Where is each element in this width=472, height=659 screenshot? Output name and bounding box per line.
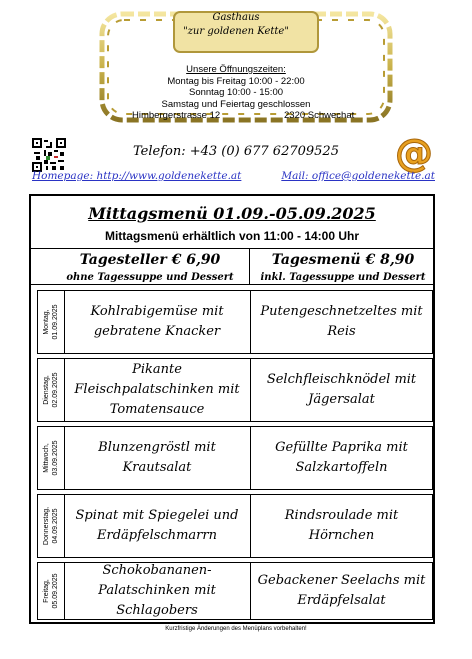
phone-number: Telefon: +43 (0) 677 62709525 bbox=[133, 144, 339, 159]
col2-price: Tagesmenü € 8,90 bbox=[271, 252, 415, 268]
dish-tagesteller: Schokobananen-Palatschinken mit Schlagobers bbox=[64, 563, 251, 619]
homepage-link[interactable]: Homepage: http://www.goldenekette.at bbox=[32, 170, 242, 182]
day-label: Montag, 01.09.2025 bbox=[38, 291, 65, 353]
dish-tagesmenu: Gefüllte Paprika mit Salzkartoffeln bbox=[275, 440, 408, 475]
city-address: 2320 Schwechat bbox=[284, 110, 355, 121]
opening-hours bbox=[0, 64, 472, 110]
hours-line: Montag bis Freitag 10:00 - 22:00 bbox=[167, 75, 305, 87]
table-row bbox=[37, 290, 433, 354]
footer-note: Kurzfristige Änderungen des Menüplans vorbehalten! bbox=[165, 626, 307, 632]
day-label: Dienstag, 02.09.2025 bbox=[38, 359, 65, 421]
table-row bbox=[37, 358, 433, 422]
availability-text: Mittagsmenü erhältlich von 11:00 - 14:00 Uhr bbox=[104, 229, 360, 243]
dish-tagesteller: Spinat mit Spiegelei und Erdäpfelschmarrn bbox=[64, 495, 251, 557]
dish-tagesteller: Blunzengröstl mit Krautsalat bbox=[64, 427, 251, 489]
col2-note: inkl. Tagessuppe und Dessert bbox=[260, 272, 426, 283]
dish-tagesmenu: Rindsroulade mit Hörnchen bbox=[284, 508, 399, 543]
col1-note: ohne Tagessuppe und Dessert bbox=[66, 272, 234, 283]
day-label: Freitag, 05.09.2025 bbox=[38, 563, 65, 619]
table-row bbox=[37, 494, 433, 558]
at-sign-icon bbox=[394, 134, 434, 174]
divider bbox=[31, 248, 433, 249]
hours-line: Samstag und Feiertag geschlossen bbox=[161, 98, 311, 110]
divider bbox=[31, 284, 433, 285]
dish-tagesmenu: Selchfleischknödel mit Jägersalat bbox=[266, 372, 417, 407]
dish-tagesmenu: Gebackener Seelachs mit Erdäpfelsalat bbox=[257, 573, 426, 608]
col1-header bbox=[57, 252, 243, 283]
menu-card bbox=[29, 194, 435, 624]
dish-tagesteller: Kohlrabigemüse mit gebratene Knacker bbox=[64, 291, 251, 353]
table-row bbox=[37, 426, 433, 490]
hours-title: Unsere Öffnungszeiten: bbox=[186, 64, 286, 75]
table-row bbox=[37, 562, 433, 620]
day-label: Donnerstag, 04.09.2025 bbox=[38, 495, 65, 557]
col1-price: Tagesteller € 6,90 bbox=[79, 252, 221, 268]
restaurant-name-line1: Gasthaus bbox=[212, 12, 260, 23]
dish-tagesmenu: Putengeschnetzeltes mit Reis bbox=[260, 304, 423, 339]
street-address: Himbergerstrasse 12 bbox=[132, 110, 221, 121]
menu-title: Mittagsmenü 01.09.-05.09.2025 bbox=[88, 204, 376, 223]
svg-text:@: @ bbox=[395, 134, 433, 174]
dish-tagesteller: Pikante Fleischpalatschinken mit Tomatensauce bbox=[64, 359, 251, 421]
day-label: Mittwoch, 03.09.2025 bbox=[38, 427, 65, 489]
restaurant-name-line2: "zur goldenen Kette" bbox=[183, 26, 289, 37]
hours-line: Sonntag 10:00 - 15:00 bbox=[188, 87, 284, 98]
col2-header bbox=[250, 252, 436, 283]
email-link[interactable]: Mail: office@goldenekette.at bbox=[281, 170, 435, 182]
